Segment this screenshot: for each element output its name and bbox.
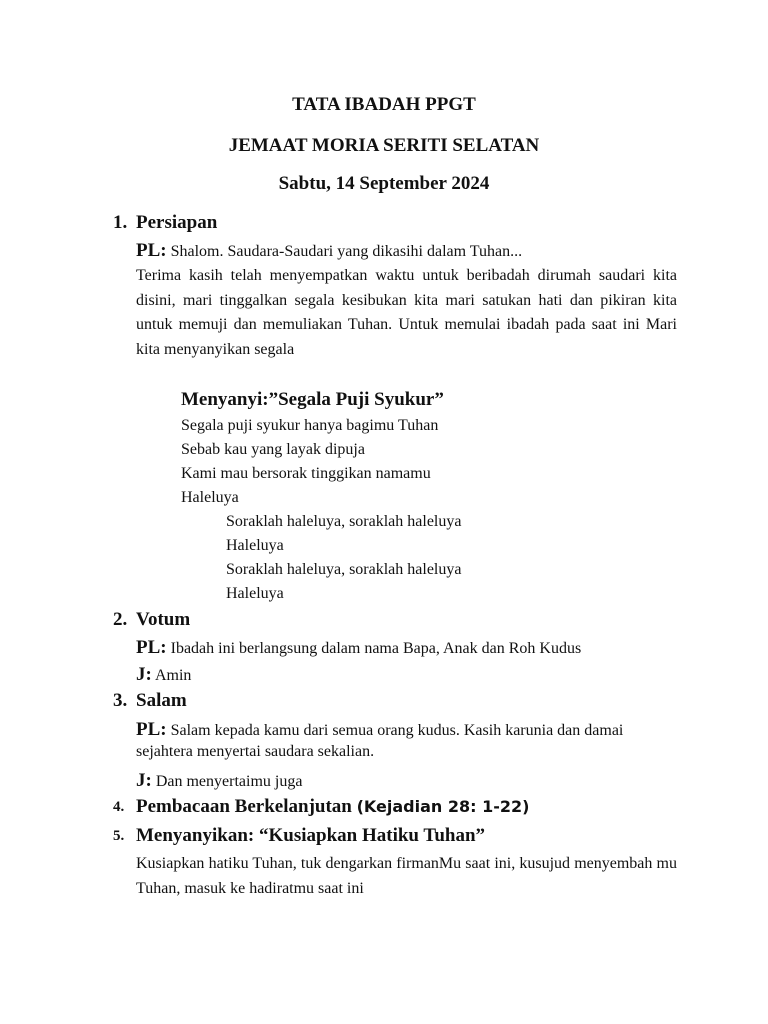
chorus-line: Soraklah haleluya, soraklah haleluya	[226, 513, 462, 530]
j-role-label: J:	[136, 770, 152, 791]
lyric-line: Haleluya	[181, 489, 239, 506]
votum-j-line	[136, 664, 191, 686]
pl-text: Ibadah ini berlangsung dalam nama Bapa, Anak dan Roh Kudus	[170, 640, 582, 657]
section-heading-salam: Salam	[136, 690, 187, 711]
song-title-segala-puji-syukur: Menyanyi:”Segala Puji Syukur”	[181, 389, 444, 410]
document-title: TATA IBADAH PPGT	[292, 94, 476, 115]
salam-pl-line	[136, 719, 623, 741]
j-text: Dan menyertaimu juga	[155, 773, 303, 790]
congregation-name: JEMAAT MORIA SERITI SELATAN	[228, 135, 540, 156]
pl-text: Salam kepada kamu dari semua orang kudus. Kasih karunia dan damai	[170, 722, 624, 739]
menyanyikan-paragraph: Kusiapkan hatiku Tuhan, tuk dengarkan firmanMu saat ini, kusujud menyembah mu Tuhan, masuk ke hadiratmu saat ini	[136, 855, 677, 897]
pl-role-label: PL:	[136, 719, 167, 740]
persiapan-pl-line	[136, 240, 522, 262]
pl-text: Shalom. Saudara-Saudari yang dikasihi dalam Tuhan...	[170, 243, 523, 260]
section-number-4: 4.	[113, 799, 125, 815]
service-date: Sabtu, 14 September 2024	[278, 173, 490, 194]
j-text: Amin	[154, 667, 192, 684]
section-number-3: 3.	[113, 690, 128, 711]
section-heading-persiapan: Persiapan	[136, 212, 218, 233]
section-heading-pembacaan	[136, 796, 529, 818]
pembacaan-title: Pembacaan Berkelanjutan	[136, 796, 352, 817]
lyric-line: Segala puji syukur hanya bagimu Tuhan	[181, 417, 439, 434]
section-heading-menyanyikan: Menyanyikan: “Kusiapkan Hatiku Tuhan”	[136, 825, 486, 846]
salam-j-line	[136, 770, 302, 792]
j-role-label: J:	[136, 664, 152, 685]
section-number-5: 5.	[113, 828, 125, 844]
persiapan-paragraph: Terima kasih telah menyempatkan waktu untuk beribadah dirumah saudari kita disini, mari tinggalkan segala kesibukan kita mari satukan hati dan pikiran kita untuk memuji dan memuliakan Tuhan. Untuk memulai ibadah pada saat ini Mari kita menyanyikan segala	[136, 267, 677, 358]
pl-role-label: PL:	[136, 240, 167, 261]
lyric-line: Sebab kau yang layak dipuja	[181, 441, 365, 458]
votum-pl-line	[136, 637, 581, 659]
pl-role-label: PL:	[136, 637, 167, 658]
section-number-1: 1.	[113, 212, 128, 233]
section-heading-votum: Votum	[136, 609, 191, 630]
chorus-line: Haleluya	[226, 585, 284, 602]
scripture-reference: (Kejadian 28: 1-22)	[356, 797, 530, 816]
chorus-line: Haleluya	[226, 537, 284, 554]
chorus-line: Soraklah haleluya, soraklah haleluya	[226, 561, 462, 578]
salam-pl-continuation: sejahtera menyertai saudara sekalian.	[136, 743, 375, 760]
lyric-line: Kami mau bersorak tinggikan namamu	[181, 465, 431, 482]
section-number-2: 2.	[113, 609, 128, 630]
